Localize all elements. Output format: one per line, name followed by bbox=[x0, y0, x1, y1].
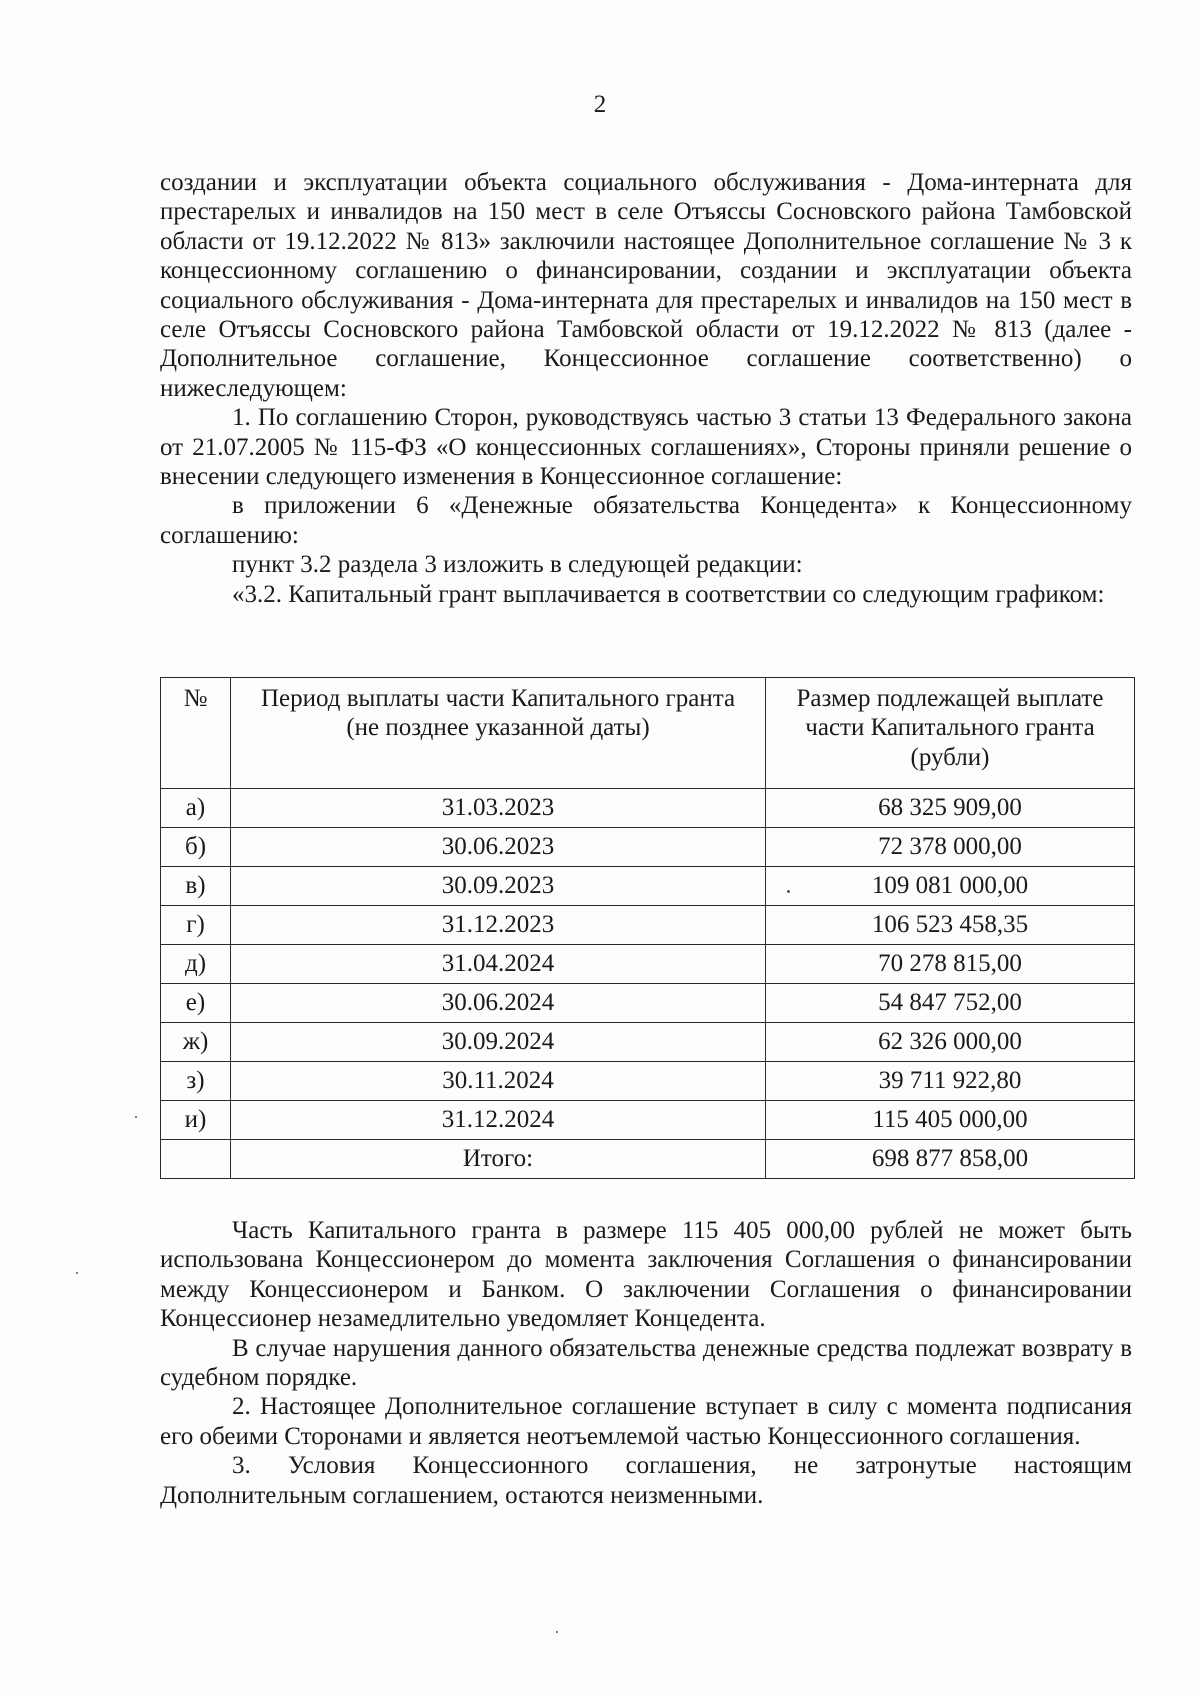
scan-speck bbox=[787, 890, 790, 893]
row-date: 31.04.2024 bbox=[231, 945, 766, 984]
row-number: ж) bbox=[161, 1023, 231, 1062]
total-label: Итого: bbox=[231, 1140, 766, 1179]
row-amount: 70 278 815,00 bbox=[766, 945, 1135, 984]
paragraph-violation: В случае нарушения данного обязательства денежные средства подлежат возврату в судебном порядке. bbox=[160, 1334, 1132, 1392]
paragraph-intro: создании и эксплуатации объекта социального обслуживания - Дома-интерната для престарелых и инвалидов на 150 мест в селе Отъяссы Сосновского района Тамбовской области от 19.12.2022 № 813» заключили настоящее Дополнительное соглашение № 3 к концессионному соглашению о финансировании, создании и эксплуатации объекта социального обслуживания - Дома-интерната для престарелых и инвалидов на 150 мест в селе Отъяссы Сосновского района Тамбовской области от 19.12.2022 № 813 (далее - Дополнительное соглашение, Концессионное соглашение соответственно) о нижеследующем: bbox=[160, 169, 1132, 402]
paragraph-clause-3-2: пункт 3.2 раздела 3 изложить в следующей редакции: bbox=[232, 551, 803, 579]
row-number: з) bbox=[161, 1062, 231, 1101]
row-amount: 72 378 000,00 bbox=[766, 828, 1135, 867]
row-amount: 68 325 909,00 bbox=[766, 789, 1135, 828]
paragraph-item-1: 1. По соглашению Сторон, руководствуясь частью 3 статьи 13 Федерального закона от 21.07.2005 № 115-ФЗ «О концессионных соглашениях», Стороны приняли решение о внесении следующего изменения в Концессионное соглашение: bbox=[160, 404, 1132, 491]
row-number: б) bbox=[161, 828, 231, 867]
row-amount: 39 711 922,80 bbox=[766, 1062, 1135, 1101]
row-date: 30.11.2024 bbox=[231, 1062, 766, 1101]
paragraph-schedule-lead: «3.2. Капитальный грант выплачивается в соответствии со следующим графиком: bbox=[232, 580, 1105, 608]
row-amount: 62 326 000,00 bbox=[766, 1023, 1135, 1062]
row-date: 30.09.2024 bbox=[231, 1023, 766, 1062]
paragraph-item-3: 3. Условия Концессионного соглашения, не затронутые настоящим Дополнительным соглашением, остаются неизменными. bbox=[160, 1452, 1132, 1509]
scan-speck bbox=[556, 1631, 558, 1633]
table-row bbox=[161, 984, 1135, 1023]
scan-speck bbox=[135, 1116, 137, 1118]
header-period: Период выплаты части Капитального гранта (не позднее указанной даты) bbox=[231, 678, 766, 789]
intro-paragraphs bbox=[160, 168, 1132, 609]
table-row bbox=[161, 945, 1135, 984]
row-date: 30.06.2024 bbox=[231, 984, 766, 1023]
header-amount: Размер подлежащей выплате части Капитального гранта (рубли) bbox=[766, 678, 1135, 789]
closing-paragraphs bbox=[160, 1216, 1132, 1510]
row-amount: 54 847 752,00 bbox=[766, 984, 1135, 1023]
table-row bbox=[161, 828, 1135, 867]
row-number: е) bbox=[161, 984, 231, 1023]
table-row bbox=[161, 1062, 1135, 1101]
page-number: 2 bbox=[593, 91, 607, 118]
table-total-row bbox=[161, 1140, 1135, 1179]
grant-schedule-table bbox=[160, 677, 1135, 1179]
total-number-cell bbox=[161, 1140, 231, 1179]
paragraph-grant-restriction: Часть Капитального гранта в размере 115 405 000,00 рублей не может быть использована Концессионером до момента заключения Соглашения о финансировании между Концессионером и Банком. О заключении Соглашения о финансировании Концессионер незамедлительно уведомляет Концедента. bbox=[160, 1217, 1132, 1333]
table-row bbox=[161, 1023, 1135, 1062]
header-number: № bbox=[161, 678, 231, 789]
row-number: в) bbox=[161, 867, 231, 906]
row-date: 30.09.2023 bbox=[231, 867, 766, 906]
row-date: 31.12.2024 bbox=[231, 1101, 766, 1140]
row-number: и) bbox=[161, 1101, 231, 1140]
row-amount: 115 405 000,00 bbox=[766, 1101, 1135, 1140]
table-row bbox=[161, 789, 1135, 828]
table-row bbox=[161, 867, 1135, 906]
paragraph-appendix-6: в приложении 6 «Денежные обязательства Концедента» к Концессионному соглашению: bbox=[160, 492, 1132, 549]
total-amount: 698 877 858,00 bbox=[766, 1140, 1135, 1179]
row-date: 30.06.2023 bbox=[231, 828, 766, 867]
table-header-row bbox=[161, 678, 1135, 789]
row-amount: 106 523 458,35 bbox=[766, 906, 1135, 945]
table-row bbox=[161, 1101, 1135, 1140]
table-body bbox=[161, 789, 1135, 1179]
paragraph-item-2: 2. Настоящее Дополнительное соглашение вступает в силу с момента подписания его обеими Сторонами и является неотъемлемой частью Концессионного соглашения. bbox=[160, 1393, 1132, 1450]
row-date: 31.12.2023 bbox=[231, 906, 766, 945]
row-number: а) bbox=[161, 789, 231, 828]
row-date: 31.03.2023 bbox=[231, 789, 766, 828]
row-number: г) bbox=[161, 906, 231, 945]
table-row bbox=[161, 906, 1135, 945]
row-amount: 109 081 000,00 bbox=[766, 867, 1135, 906]
scan-speck bbox=[76, 1272, 78, 1274]
row-number: д) bbox=[161, 945, 231, 984]
